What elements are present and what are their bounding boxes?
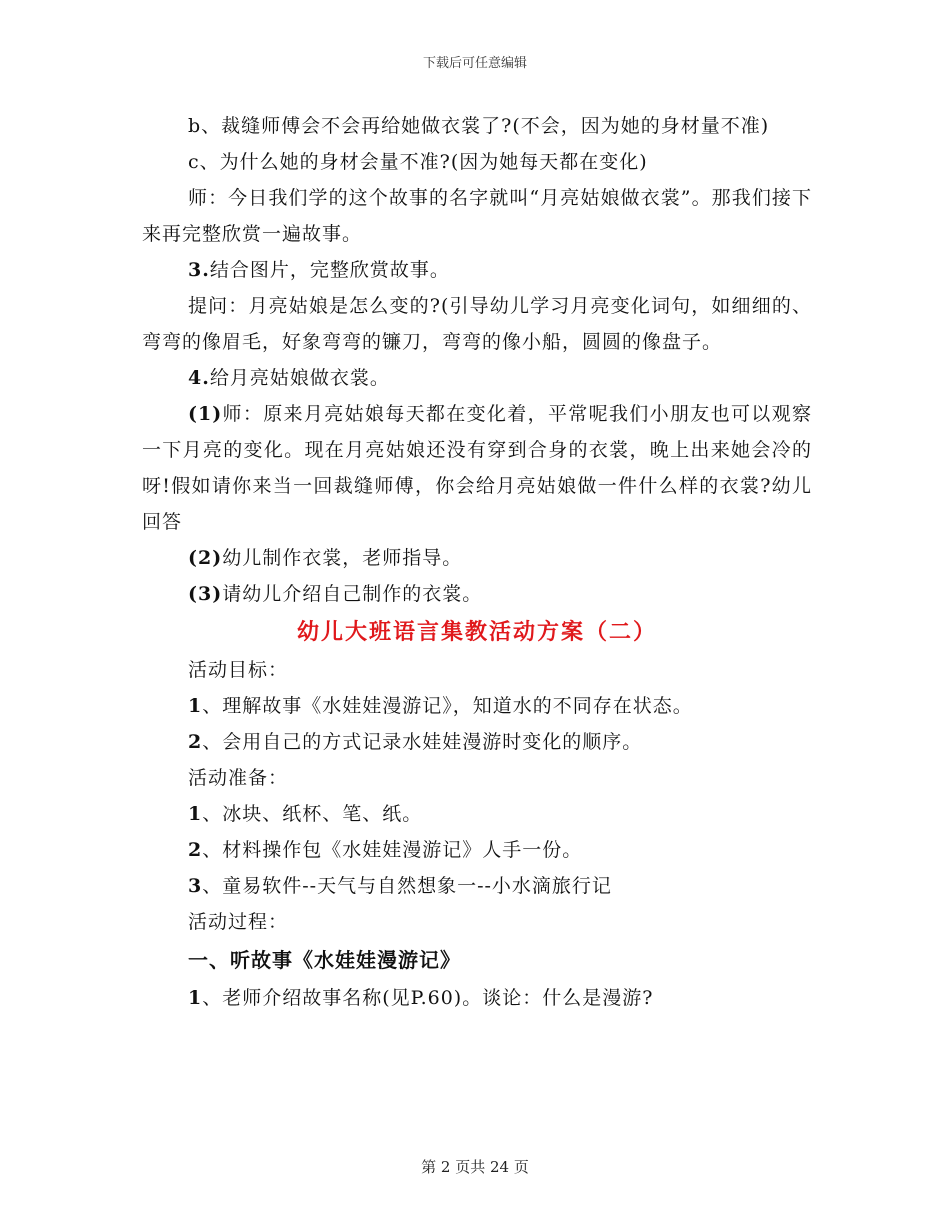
list-item <box>142 724 812 760</box>
item-number: 4. <box>188 367 210 389</box>
item-text: 、会用自己的方式记录水娃娃漫游时变化的顺序。 <box>202 731 643 753</box>
prep-label: 活动准备： <box>188 767 289 789</box>
item-text: 、材料操作包《水娃娃漫游记》人手一份。 <box>202 839 583 861</box>
page-footer: 第 2 页共 24 页 <box>421 1158 529 1176</box>
list-item <box>142 980 812 1016</box>
paragraph: b、裁缝师傅会不会再给她做衣裳了?(不会，因为她的身材量不准) <box>188 115 770 137</box>
item-number: 3 <box>188 875 203 897</box>
item-number: 2 <box>188 731 203 753</box>
paragraph <box>142 396 812 540</box>
item-text: 结合图片，完整欣赏故事。 <box>209 259 450 281</box>
paragraph <box>142 252 812 288</box>
paragraph: 师：今日我们学的这个故事的名字就叫“月亮姑娘做衣裳”。那我们接下来再完整欣赏一遍故事。 <box>142 187 812 245</box>
paragraph: 提问：月亮姑娘是怎么变的?(引导幼儿学习月亮变化词句，如细细的、弯弯的像眉毛，好象弯弯的镰刀，弯弯的像小船，圆圆的像盘子。 <box>142 295 812 353</box>
item-number: 1 <box>188 695 203 717</box>
list-item <box>142 688 812 724</box>
item-text: 、童易软件--天气与自然想象一--小水滴旅行记 <box>202 875 612 897</box>
paragraph: c、为什么她的身材会量不准?(因为她每天都在变化) <box>188 151 648 173</box>
list-item <box>142 832 812 868</box>
process-label: 活动过程： <box>188 911 289 933</box>
item-number: 2 <box>188 839 203 861</box>
step-heading: 一、听故事《水娃娃漫游记》 <box>188 948 461 972</box>
item-number: (1) <box>188 403 223 425</box>
item-number: (2) <box>188 547 223 569</box>
item-text: 、理解故事《水娃娃漫游记》，知道水的不同存在状态。 <box>202 695 693 717</box>
item-number: 1 <box>188 987 203 1009</box>
paragraph <box>142 576 812 612</box>
paragraph <box>142 360 812 396</box>
item-text: 、老师介绍故事名称(见P.60)。谈论：什么是漫游? <box>202 987 654 1009</box>
item-text: 请幼儿介绍自己制作的衣裳。 <box>222 583 483 605</box>
paragraph <box>142 540 812 576</box>
item-text: 、冰块、纸杯、笔、纸。 <box>202 803 423 825</box>
item-number: 3. <box>188 259 210 281</box>
item-text: 幼儿制作衣裳，老师指导。 <box>222 547 463 569</box>
goal-label: 活动目标： <box>188 659 289 681</box>
item-text: 给月亮姑娘做衣裳。 <box>209 367 390 389</box>
section-title: 幼儿大班语言集教活动方案（二） <box>296 619 657 645</box>
item-number: (3) <box>188 583 223 605</box>
item-text: 师：原来月亮姑娘每天都在变化着，平常呢我们小朋友也可以观察一下月亮的变化。现在月亮姑娘还没有穿到合身的衣裳，晚上出来她会冷的呀!假如请你来当一回裁缝师傅，你会给月亮姑娘做一件什么样的衣裳?幼儿回答 <box>142 403 812 533</box>
list-item <box>142 868 812 904</box>
document-body <box>142 108 812 1016</box>
page-header: 下载后可任意编辑 <box>422 56 527 71</box>
item-number: 1 <box>188 803 203 825</box>
list-item <box>142 796 812 832</box>
